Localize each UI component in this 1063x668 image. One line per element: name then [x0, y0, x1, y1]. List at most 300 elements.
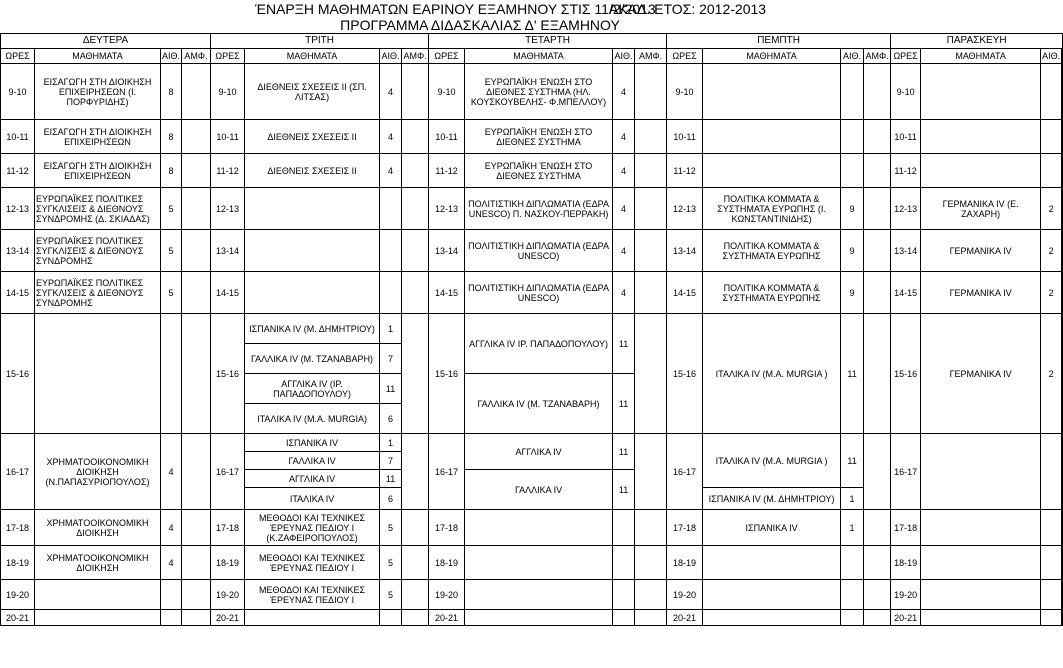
hour-cell: 15-16 [1, 314, 35, 434]
hours-header: ΩΡΕΣ [1, 49, 35, 64]
amph-cell [1062, 154, 1063, 188]
hour-cell: 11-12 [667, 154, 703, 188]
hour-cell: 10-11 [667, 120, 703, 154]
room-cell: 5 [380, 510, 402, 546]
room-cell: 4 [613, 230, 635, 272]
hour-cell: 16-17 [429, 434, 465, 510]
amph-cell [635, 510, 667, 546]
amph-cell [182, 546, 211, 580]
course-cell [703, 610, 841, 626]
amph-cell [864, 272, 891, 314]
course-cell: ΓΑΛΛΙΚΑ IV (Μ. ΤΖΑΝΑΒΑΡΗ) [245, 344, 380, 374]
course-cell: ΕΥΡΩΠΑΪΚΗ ΈΝΩΣΗ ΣΤΟ ΔΙΕΘΝΕΣ ΣΥΣΤΗΜΑ [465, 120, 613, 154]
amph-cell [402, 272, 429, 314]
row-14-15 [1, 272, 1063, 314]
amph-cell [1062, 314, 1063, 434]
room-cell [1041, 154, 1062, 188]
courses-header: ΜΑΘΗΜΑΤΑ [465, 49, 613, 64]
amph-cell [182, 120, 211, 154]
amph-cell [182, 610, 211, 626]
room-cell: 11 [380, 470, 402, 488]
amph-cell [182, 314, 211, 434]
amph-cell [402, 610, 429, 626]
amph-cell [1062, 434, 1063, 510]
hour-cell: 9-10 [1, 64, 35, 120]
course-cell [921, 610, 1041, 626]
course-cell [245, 230, 380, 272]
row-15-16 [1, 314, 1063, 344]
hour-cell: 14-15 [667, 272, 703, 314]
hour-cell: 18-19 [211, 546, 245, 580]
hour-cell: 17-18 [667, 510, 703, 546]
room-cell [1041, 610, 1062, 626]
course-cell: ΠΟΛΙΤΙΚΑ ΚΟΜΜΑΤΑ & ΣΥΣΤΗΜΑΤΑ ΕΥΡΩΠΗΣ [703, 230, 841, 272]
amph-cell [182, 154, 211, 188]
hour-cell: 16-17 [211, 434, 245, 510]
hour-cell: 13-14 [211, 230, 245, 272]
course-cell [245, 610, 380, 626]
row-11-12 [1, 154, 1063, 188]
room-cell: 2 [1041, 314, 1062, 434]
hour-cell: 10-11 [211, 120, 245, 154]
amph-cell [864, 610, 891, 626]
hour-cell: 10-11 [429, 120, 465, 154]
course-cell: ΧΡΗΜΑΤΟΟΙΚΟΝΟΜΙΚΗ ΔΙΟΙΚΗΣΗ [35, 510, 161, 546]
room-cell: 8 [161, 64, 182, 120]
course-cell [921, 510, 1041, 546]
course-cell: ΔΙΕΘΝΕΙΣ ΣΧΕΣΕΙΣ ΙΙ (ΣΠ. ΛΙΤΣΑΣ) [245, 64, 380, 120]
hour-cell: 18-19 [667, 546, 703, 580]
amph-header: ΑΜΦ. [864, 49, 891, 64]
course-cell: ΕΥΡΩΠΑΪΚΕΣ ΠΟΛΙΤΙΚΕΣ ΣΥΓΚΛΙΣΕΙΣ & ΔΙΕΘΝΟΥΣ ΣΥΝΔΡΟΜΗΣ [35, 230, 161, 272]
hour-cell: 16-17 [667, 434, 703, 510]
row-20-21 [1, 610, 1063, 626]
hour-cell: 10-11 [891, 120, 921, 154]
hour-cell: 19-20 [891, 580, 921, 610]
course-cell: ΑΓΓΛΙΚΑ IV (ΙΡ. ΠΑΠΑΔΟΠΟΥΛΟΥ) [245, 374, 380, 404]
amph-cell [864, 434, 891, 510]
hour-cell: 13-14 [667, 230, 703, 272]
room-cell: 1 [380, 314, 402, 344]
row-9-10 [1, 64, 1063, 120]
course-cell: ΠΟΛΙΤΙΚΑ ΚΟΜΜΑΤΑ & ΣΥΣΤΗΜΑΤΑ ΕΥΡΩΠΗΣ (Ι. ΚΩΝΣΤΑΝΤΙΝΙΔΗΣ) [703, 188, 841, 230]
room-cell [841, 546, 864, 580]
room-cell: 4 [613, 64, 635, 120]
hour-cell: 9-10 [429, 64, 465, 120]
hour-cell: 12-13 [1, 188, 35, 230]
amph-cell [402, 188, 429, 230]
amph-cell [635, 434, 667, 510]
amph-cell [864, 154, 891, 188]
course-cell [465, 580, 613, 610]
room-cell: 8 [161, 120, 182, 154]
room-cell [161, 314, 182, 434]
room-cell: 9 [841, 272, 864, 314]
room-cell: 2 [1041, 230, 1062, 272]
room-cell [380, 610, 402, 626]
hours-header: ΩΡΕΣ [667, 49, 703, 64]
course-cell: ΓΕΡΜΑΝΙΚΑ IV [921, 230, 1041, 272]
course-cell: ΠΟΛΙΤΙΣΤΙΚΗ ΔΙΠΛΩΜΑΤΙΑ (ΕΔΡΑ UNESCO) [465, 272, 613, 314]
amph-cell [635, 230, 667, 272]
hour-cell: 20-21 [211, 610, 245, 626]
column-header-row [1, 49, 1063, 64]
room-cell [380, 272, 402, 314]
course-cell [35, 610, 161, 626]
room-cell: 5 [161, 188, 182, 230]
room-cell: 4 [613, 120, 635, 154]
room-cell [1041, 546, 1062, 580]
room-cell [841, 154, 864, 188]
room-cell [1041, 64, 1062, 120]
amph-cell [402, 230, 429, 272]
amph-cell [1062, 120, 1063, 154]
room-cell: 11 [613, 314, 635, 374]
room-cell [161, 610, 182, 626]
course-cell: ΧΡΗΜΑΤΟΟΙΚΟΝΟΜΙΚΗ ΔΙΟΙΚΗΣΗ (Ν.ΠΑΠΑΣΥΡΙΟΠΟΥΛΟΣ) [35, 434, 161, 510]
hour-cell: 13-14 [429, 230, 465, 272]
hours-header: ΩΡΕΣ [429, 49, 465, 64]
amph-cell [182, 188, 211, 230]
course-cell: ΙΤΑΛΙΚΑ IV (Μ.Α. MURGIA ) [703, 434, 841, 488]
hour-cell: 9-10 [211, 64, 245, 120]
room-cell: 4 [161, 546, 182, 580]
amph-cell [402, 120, 429, 154]
hour-cell: 13-14 [1, 230, 35, 272]
room-cell [380, 188, 402, 230]
hour-cell: 12-13 [211, 188, 245, 230]
course-cell: ΓΕΡΜΑΝΙΚΑ IV [921, 272, 1041, 314]
course-cell [703, 546, 841, 580]
room-cell: 11 [841, 314, 864, 434]
room-cell: 6 [380, 488, 402, 510]
courses-header: ΜΑΘΗΜΑΤΑ [35, 49, 161, 64]
amph-header: ΑΜΦ. [635, 49, 667, 64]
hour-cell: 12-13 [891, 188, 921, 230]
course-cell: ΙΣΠΑΝΙΚΑ IV (Μ. ΔΗΜΗΤΡΙΟΥ) [703, 488, 841, 510]
hour-cell: 20-21 [667, 610, 703, 626]
hour-cell: 16-17 [1, 434, 35, 510]
room-cell: 9 [841, 188, 864, 230]
hour-cell: 18-19 [891, 546, 921, 580]
course-cell: ΓΕΡΜΑΝΙΚΑ IV [921, 314, 1041, 434]
hour-cell: 19-20 [1, 580, 35, 610]
room-cell: 4 [613, 272, 635, 314]
room-header: ΑΙΘ. [841, 49, 864, 64]
course-cell [465, 510, 613, 546]
course-cell: ΓΑΛΛΙΚΑ IV [465, 470, 613, 510]
amph-header [1062, 49, 1063, 64]
hour-cell: 12-13 [667, 188, 703, 230]
room-cell: 2 [1041, 272, 1062, 314]
amph-cell [635, 154, 667, 188]
row-13-14 [1, 230, 1063, 272]
hour-cell: 17-18 [1, 510, 35, 546]
hour-cell: 14-15 [211, 272, 245, 314]
amph-cell [635, 64, 667, 120]
amph-cell [182, 580, 211, 610]
room-cell [613, 546, 635, 580]
course-cell [703, 154, 841, 188]
room-header: ΑΙΘ. [161, 49, 182, 64]
room-cell: 1 [380, 434, 402, 452]
room-cell: 5 [380, 580, 402, 610]
amph-cell [1062, 188, 1063, 230]
room-cell [1041, 510, 1062, 546]
amph-cell [182, 230, 211, 272]
hours-header: ΩΡΕΣ [211, 49, 245, 64]
room-cell: 4 [613, 154, 635, 188]
course-cell [465, 610, 613, 626]
amph-cell [864, 580, 891, 610]
hour-cell: 12-13 [429, 188, 465, 230]
hour-cell: 18-19 [429, 546, 465, 580]
course-cell: ΕΙΣΑΓΩΓΗ ΣΤΗ ΔΙΟΙΚΗΣΗ ΕΠΙΧΕΙΡΗΣΕΩΝ (Ι. ΠΟΡΦΥΡΙΔΗΣ) [35, 64, 161, 120]
course-cell [921, 546, 1041, 580]
room-cell: 7 [380, 344, 402, 374]
timetable [0, 33, 1063, 626]
hour-cell: 17-18 [891, 510, 921, 546]
room-cell [841, 580, 864, 610]
amph-cell [864, 314, 891, 434]
course-cell [245, 272, 380, 314]
course-cell [703, 64, 841, 120]
room-cell: 11 [380, 374, 402, 404]
room-cell [613, 510, 635, 546]
day-wednesday: ΤΕΤΑΡΤΗ [429, 34, 667, 49]
course-cell: ΙΤΑΛΙΚΑ IV (Μ.Α. MURGIA ) [703, 314, 841, 434]
course-cell [35, 580, 161, 610]
hour-cell: 20-21 [1, 610, 35, 626]
amph-cell [1062, 610, 1063, 626]
amph-cell [182, 510, 211, 546]
row-16-17 [1, 434, 1063, 452]
amph-cell [1062, 64, 1063, 120]
amph-cell [635, 120, 667, 154]
hours-header: ΩΡΕΣ [891, 49, 921, 64]
room-cell: 4 [380, 120, 402, 154]
room-cell: 9 [841, 230, 864, 272]
room-header: ΑΙΘ. [380, 49, 402, 64]
course-cell: ΕΥΡΩΠΑΪΚΕΣ ΠΟΛΙΤΙΚΕΣ ΣΥΓΚΛΙΣΕΙΣ & ΔΙΕΘΝΟΥΣ ΣΥΝΔΡΟΜΗΣ (Δ. ΣΚΙΑΔΑΣ) [35, 188, 161, 230]
amph-cell [182, 64, 211, 120]
row-12-13 [1, 188, 1063, 230]
room-cell [161, 580, 182, 610]
hour-cell: 17-18 [211, 510, 245, 546]
hour-cell: 19-20 [667, 580, 703, 610]
course-cell: ΕΙΣΑΓΩΓΗ ΣΤΗ ΔΙΟΙΚΗΣΗ ΕΠΙΧΕΙΡΗΣΕΩΝ [35, 154, 161, 188]
amph-cell [635, 314, 667, 434]
room-cell: 4 [161, 510, 182, 546]
amph-cell [864, 510, 891, 546]
course-cell: ΔΙΕΘΝΕΙΣ ΣΧΕΣΕΙΣ ΙΙ [245, 154, 380, 188]
room-cell: 8 [161, 154, 182, 188]
hour-cell: 14-15 [1, 272, 35, 314]
hour-cell: 15-16 [429, 314, 465, 434]
course-cell [465, 546, 613, 580]
room-cell [613, 580, 635, 610]
course-cell: ΑΓΓΛΙΚΑ IV [465, 434, 613, 470]
room-cell [380, 230, 402, 272]
room-cell: 11 [613, 470, 635, 510]
course-cell [921, 580, 1041, 610]
course-cell [921, 120, 1041, 154]
room-cell: 4 [380, 154, 402, 188]
hour-cell: 10-11 [1, 120, 35, 154]
amph-cell [1062, 230, 1063, 272]
course-cell: ΔΙΕΘΝΕΙΣ ΣΧΕΣΕΙΣ ΙΙ [245, 120, 380, 154]
course-cell: ΠΟΛΙΤΙΣΤΙΚΗ ΔΙΠΛΩΜΑΤΙΑ (ΕΔΡΑ UNESCO) [465, 230, 613, 272]
course-cell [703, 580, 841, 610]
hour-cell: 19-20 [429, 580, 465, 610]
course-cell: ΑΓΓΛΙΚΑ IV ΙΡ. ΠΑΠΑΔΟΠΟΥΛΟΥ) [465, 314, 613, 374]
hour-cell: 20-21 [429, 610, 465, 626]
amph-cell [182, 434, 211, 510]
course-cell: ΕΥΡΩΠΑΪΚΗ ΈΝΩΣΗ ΣΤΟ ΔΙΕΘΝΕΣ ΣΥΣΤΗΜΑ (ΗΛ. ΚΟΥΣΚΟΥΒΕΛΗΣ- Φ.ΜΠΕΛΛΟΥ) [465, 64, 613, 120]
hour-cell: 13-14 [891, 230, 921, 272]
amph-cell [1062, 546, 1063, 580]
room-cell: 5 [380, 546, 402, 580]
hour-cell: 16-17 [891, 434, 921, 510]
amph-cell [635, 580, 667, 610]
amph-cell [402, 580, 429, 610]
room-cell: 11 [613, 434, 635, 470]
amph-cell [402, 546, 429, 580]
room-cell: 4 [161, 434, 182, 510]
amph-cell [402, 434, 429, 510]
schedule-subtitle: ΠΡΟΓΡΑΜΜΑ ΔΙΔΑΣΚΑΛΙΑΣ Δ' ΕΞΑΜΗΝΟΥ [340, 17, 620, 33]
room-cell [841, 610, 864, 626]
amph-cell [635, 188, 667, 230]
room-cell [1041, 580, 1062, 610]
hour-cell: 14-15 [891, 272, 921, 314]
course-cell: ΕΥΡΩΠΑΪΚΕΣ ΠΟΛΙΤΙΚΕΣ ΣΥΓΚΛΙΣΕΙΣ & ΔΙΕΘΝΟΥΣ ΣΥΝΔΡΟΜΗΣ [35, 272, 161, 314]
room-cell: 1 [841, 488, 864, 510]
hour-cell: 15-16 [891, 314, 921, 434]
room-cell: 11 [841, 434, 864, 488]
hour-cell: 19-20 [211, 580, 245, 610]
amph-cell [1062, 580, 1063, 610]
course-cell [921, 64, 1041, 120]
room-cell [1041, 120, 1062, 154]
hour-cell: 11-12 [1, 154, 35, 188]
room-cell: 2 [1041, 188, 1062, 230]
amph-cell [635, 272, 667, 314]
amph-cell [402, 154, 429, 188]
row-18-19 [1, 546, 1063, 580]
amph-cell [864, 546, 891, 580]
course-cell: ΜΕΘΟΔΟΙ ΚΑΙ ΤΕΧΝΙΚΕΣ ΈΡΕΥΝΑΣ ΠΕΔΙΟΥ Ι (Κ.ΖΑΦΕΙΡΟΠΟΥΛΟΣ) [245, 510, 380, 546]
course-cell: ΜΕΘΟΔΟΙ ΚΑΙ ΤΕΧΝΙΚΕΣ ΈΡΕΥΝΑΣ ΠΕΔΙΟΥ Ι [245, 546, 380, 580]
amph-cell [1062, 510, 1063, 546]
room-cell: 5 [161, 272, 182, 314]
day-monday: ΔΕΥΤΕΡΑ [1, 34, 211, 49]
day-thursday: ΠΕΜΠΤΗ [667, 34, 891, 49]
course-cell: ΓΕΡΜΑΝΙΚΑ IV (Ε. ΖΑΧΑΡΗ) [921, 188, 1041, 230]
row-19-20 [1, 580, 1063, 610]
amph-cell [402, 510, 429, 546]
room-cell: 5 [161, 230, 182, 272]
room-cell [841, 120, 864, 154]
hour-cell: 9-10 [667, 64, 703, 120]
hour-cell: 20-21 [891, 610, 921, 626]
amph-cell [635, 546, 667, 580]
course-cell: ΑΓΓΛΙΚΑ IV [245, 470, 380, 488]
course-cell: ΙΤΑΛΙΚΑ IV [245, 488, 380, 510]
course-cell: ΧΡΗΜΑΤΟΟΙΚΟΝΟΜΙΚΗ ΔΙΟΙΚΗΣΗ [35, 546, 161, 580]
amph-header: ΑΜΦ. [182, 49, 211, 64]
hour-cell: 15-16 [211, 314, 245, 434]
amph-cell [402, 314, 429, 434]
courses-header: ΜΑΘΗΜΑΤΑ [921, 49, 1041, 64]
course-cell [35, 314, 161, 434]
room-cell: 6 [380, 404, 402, 434]
hour-cell: 11-12 [891, 154, 921, 188]
course-cell: ΓΑΛΛΙΚΑ IV (Μ. ΤΖΑΝΑΒΑΡΗ) [465, 374, 613, 434]
room-cell: 7 [380, 452, 402, 470]
amph-cell [864, 230, 891, 272]
course-cell: ΙΣΠΑΝΙΚΑ IV [245, 434, 380, 452]
hour-cell: 18-19 [1, 546, 35, 580]
amph-cell [635, 610, 667, 626]
course-cell [921, 154, 1041, 188]
course-cell: ΕΥΡΩΠΑΪΚΗ ΈΝΩΣΗ ΣΤΟ ΔΙΕΘΝΕΣ ΣΥΣΤΗΜΑ [465, 154, 613, 188]
amph-cell [182, 272, 211, 314]
days-row [1, 34, 1063, 49]
hour-cell: 11-12 [429, 154, 465, 188]
semester-start-title: ΈΝΑΡΞΗ ΜΑΘΗΜΑΤΩΝ ΕΑΡΙΝΟΥ ΕΞΑΜΗΝΟΥ ΣΤΙΣ 11/2/2013 [255, 1, 656, 17]
room-header: ΑΙΘ. [1041, 49, 1062, 64]
amph-header: ΑΜΦ. [402, 49, 429, 64]
course-cell: ΠΟΛΙΤΙΣΤΙΚΗ ΔΙΠΛΩΜΑΤΙΑ (ΕΔΡΑ UNESCO) Π. ΝΑΣΚΟΥ-ΠΕΡΡΑΚΗ) [465, 188, 613, 230]
day-tuesday: ΤΡΙΤΗ [211, 34, 429, 49]
room-cell: 4 [380, 64, 402, 120]
course-cell: ΓΑΛΛΙΚΑ IV [245, 452, 380, 470]
course-cell: ΠΟΛΙΤΙΚΑ ΚΟΜΜΑΤΑ & ΣΥΣΤΗΜΑΤΑ ΕΥΡΩΠΗΣ [703, 272, 841, 314]
room-header: ΑΙΘ. [613, 49, 635, 64]
hour-cell: 11-12 [211, 154, 245, 188]
hour-cell: 15-16 [667, 314, 703, 434]
courses-header: ΜΑΘΗΜΑΤΑ [245, 49, 380, 64]
row-10-11 [1, 120, 1063, 154]
room-cell: 11 [613, 374, 635, 434]
room-cell [613, 610, 635, 626]
course-cell: ΕΙΣΑΓΩΓΗ ΣΤΗ ΔΙΟΙΚΗΣΗ ΕΠΙΧΕΙΡΗΣΕΩΝ [35, 120, 161, 154]
amph-cell [864, 120, 891, 154]
course-cell: ΜΕΘΟΔΟΙ ΚΑΙ ΤΕΧΝΙΚΕΣ ΈΡΕΥΝΑΣ ΠΕΔΙΟΥ Ι [245, 580, 380, 610]
course-cell: ΙΣΠΑΝΙΚΑ IV (Μ. ΔΗΜΗΤΡΙΟΥ) [245, 314, 380, 344]
hour-cell: 14-15 [429, 272, 465, 314]
academic-year: ΑΚΑΔ. ΕΤΟΣ: 2012-2013 [609, 1, 767, 17]
amph-cell [402, 64, 429, 120]
hour-cell: 9-10 [891, 64, 921, 120]
course-cell: ΙΤΑΛΙΚΑ IV (Μ.Α. MURGIA) [245, 404, 380, 434]
room-cell: 1 [841, 510, 864, 546]
course-cell [921, 434, 1041, 510]
amph-cell [864, 64, 891, 120]
amph-cell [1062, 272, 1063, 314]
room-cell [841, 64, 864, 120]
course-cell [703, 120, 841, 154]
day-friday: ΠΑΡΑΣΚΕΥΗ [891, 34, 1063, 49]
course-cell: ΙΣΠΑΝΙΚΑ IV [703, 510, 841, 546]
amph-cell [864, 188, 891, 230]
room-cell: 4 [613, 188, 635, 230]
hour-cell: 17-18 [429, 510, 465, 546]
row-17-18 [1, 510, 1063, 546]
courses-header: ΜΑΘΗΜΑΤΑ [703, 49, 841, 64]
course-cell [245, 188, 380, 230]
